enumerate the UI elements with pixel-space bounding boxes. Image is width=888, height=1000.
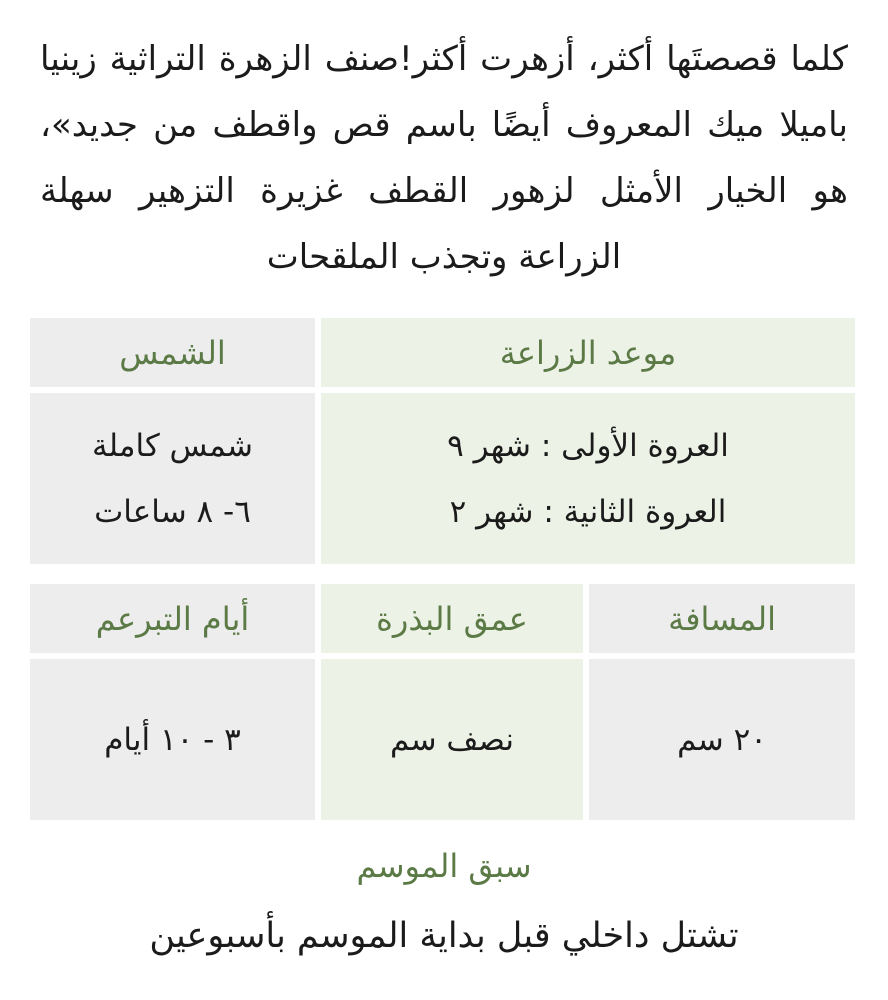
distance-header [589, 584, 855, 653]
distance-cell [589, 659, 855, 820]
sun-full: شمس كاملة [92, 427, 253, 464]
germination-days-value: ٣ - ١٠ أيام [104, 721, 241, 758]
germination-days-header [30, 584, 315, 653]
seed-depth-header-label: عمق البذرة [376, 599, 528, 638]
planting-date-header [321, 318, 855, 387]
sun-header [30, 318, 315, 387]
distance-header-label: المسافة [668, 599, 776, 638]
sun-cell [30, 393, 315, 564]
seed-depth-header [321, 584, 583, 653]
distance-value: ٢٠ سم [677, 721, 767, 758]
planting-date-header-label: موعد الزراعة [499, 333, 677, 372]
germination-days-header-label: أيام التبرعم [95, 599, 250, 638]
season-head-start-text: تشتل داخلي قبل بداية الموسم بأسبوعين [149, 916, 739, 956]
season-head-start-title: سبق الموسم [356, 847, 532, 885]
sun-hours: ٦- ٨ ساعات [94, 493, 251, 530]
seed-depth-cell [321, 659, 583, 820]
intro-paragraph: كلما قصصتَها أكثر، أزهرت أكثر!صنف الزهرة التراثية زينيا باميلا ميك المعروف أيضًا باسم قص واقطف من جديد»، هو الخيار الأمثل لزهور القطف غزيرة التزهير سهلة الزراعة وتجذب الملقحات [40, 39, 848, 277]
planting-second-season: العروة الثانية : شهر ٢ [449, 493, 727, 530]
sun-header-label: الشمس [119, 333, 226, 372]
germination-days-cell [30, 659, 315, 820]
planting-first-season: العروة الأولى : شهر ٩ [447, 427, 729, 464]
seed-depth-value: نصف سم [389, 721, 515, 758]
planting-date-cell [321, 393, 855, 564]
